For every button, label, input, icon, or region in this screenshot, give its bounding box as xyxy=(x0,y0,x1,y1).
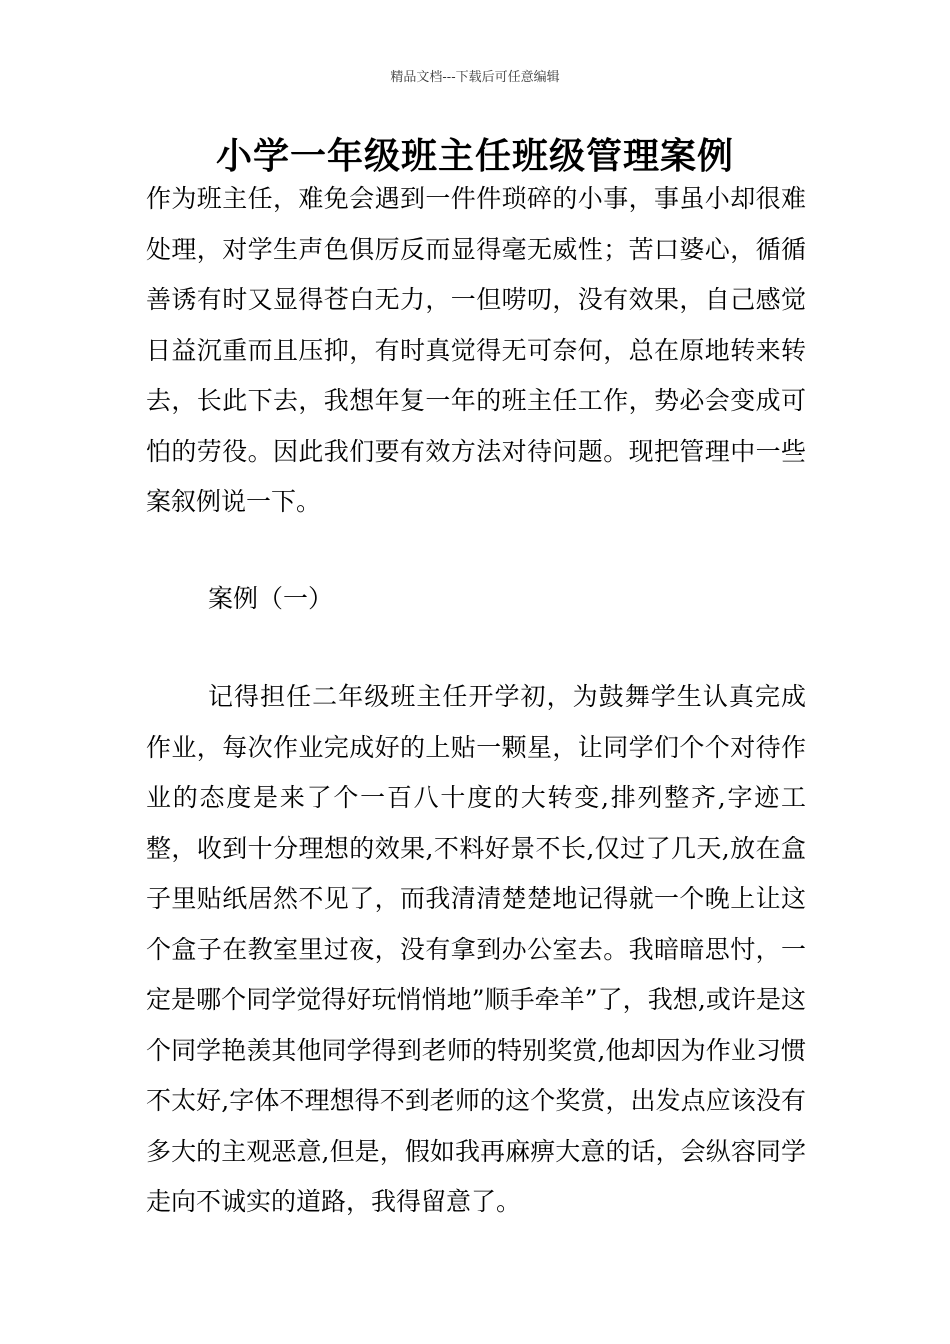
header-note: 精品文档---下载后可任意编辑 xyxy=(390,70,560,85)
intro-paragraph: 作为班主任，难免会遇到一件件琐碎的小事，事虽小却很难处理，对学生声色俱厉反而显得毫无威性；苦口婆心，循循善诱有时又显得苍白无力，一但唠叨，没有效果，自己感觉日益沉重而且压抑，有时真觉得无可奈何，总在原地转来转去，长此下去，我想年复一年的班主任工作，势必会变成可怕的劳役。因此我们要有效方法对待问题。现把管理中一些案叙例说一下。 xyxy=(146,184,806,516)
case-heading: 案例（一） xyxy=(208,584,334,613)
case-paragraph: 记得担任二年级班主任开学初，为鼓舞学生认真完成作业，每次作业完成好的上贴一颗星，让同学们个个对待作业的态度是来了个一百八十度的大转变,排列整齐,字迹工整，收到十分理想的效果,不料好景不长,仅过了几天,放在盒子里贴纸居然不见了，而我清清楚楚地记得就一个晚上让这个盒子在教室里过夜，没有拿到办公室去。我暗暗思忖，一定是哪个同学觉得好玩悄悄地”顺手牵羊”了，我想,或许是这个同学艳羡其他同学得到老师的特别奖赏,他却因为作业习惯不太好,字体不理想得不到老师的这个奖赏，出发点应该没有多大的主观恶意,但是，假如我再麻痹大意的话，会纵容同学走向不诚实的道路，我得留意了。 xyxy=(146,682,806,1216)
document-title: 小学一年级班主任班级管理案例 xyxy=(215,136,734,177)
